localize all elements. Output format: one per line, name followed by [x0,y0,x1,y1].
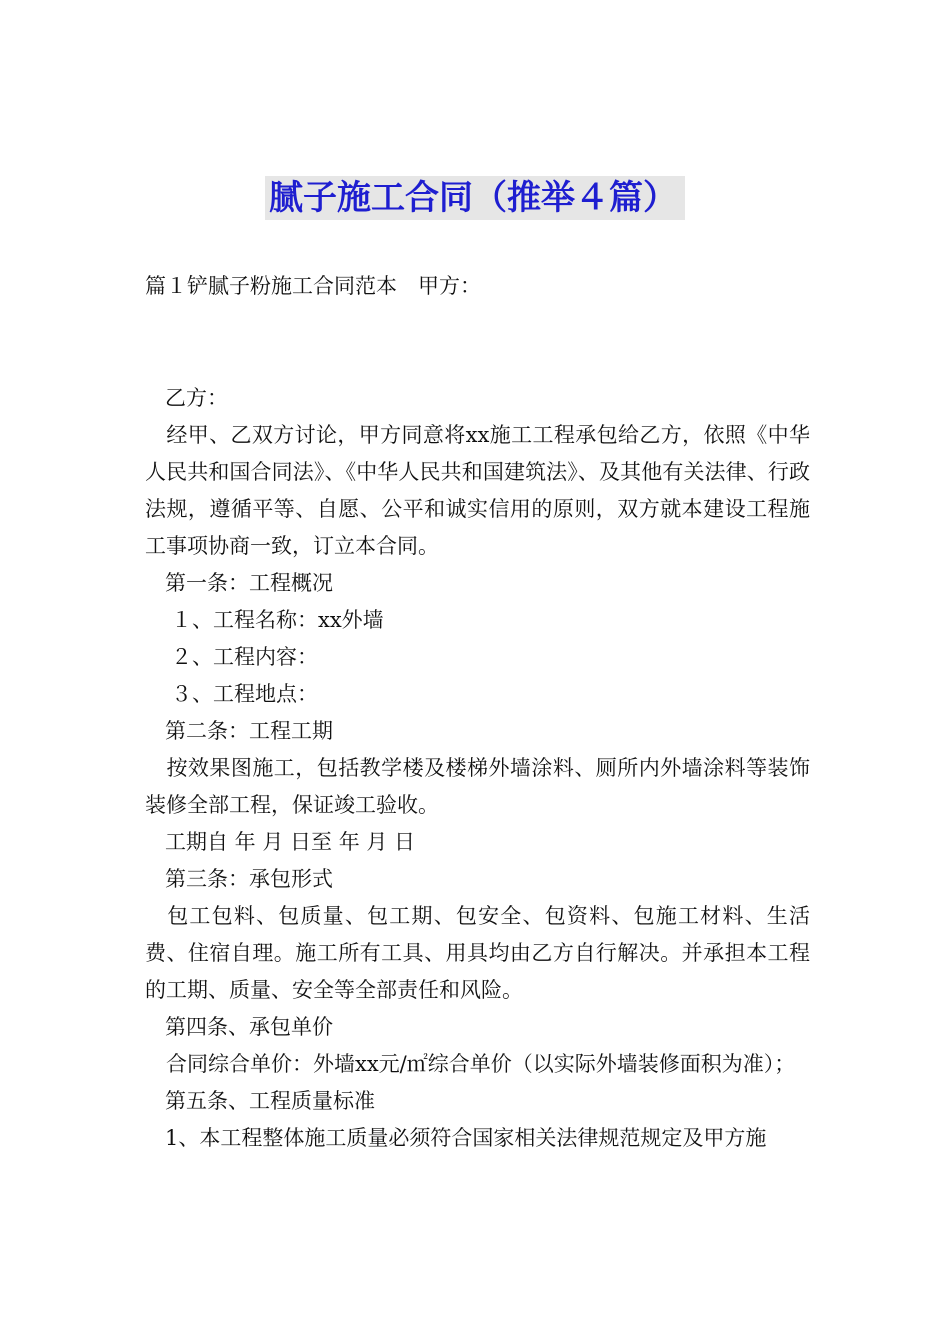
article-1-heading: 第一条：工程概况 [165,571,333,595]
unit-price-paragraph: 合同综合单价：外墙xx元/㎡综合单价（以实际外墙装修面积为准）； [145,1052,796,1076]
party-b-label: 乙方： [165,386,228,410]
schedule-paragraph: 按效果图施工，包括教学楼及楼梯外墙涂料、厕所内外墙涂料等装饰装修全部工程，保证竣工验收。 [145,756,810,817]
contract-body [145,380,810,1157]
quality-item-1: 1、本工程整体施工质量必须符合国家相关法律规范规定及甲方施 [165,1126,767,1150]
project-content-item: ２、工程内容： [171,645,318,669]
article-2-heading: 第二条：工程工期 [165,719,333,743]
duration-line: 工期自 年 月 日至 年 月 日 [165,830,416,854]
article-4-heading: 第四条、承包单价 [165,1015,333,1039]
contract-form-paragraph: 包工包料、包质量、包工期、包安全、包资料、包施工材料、生活费、住宿自理。施工所有工具、用具均由乙方自行解决。并承担本工程的工期、质量、安全等全部责任和风险。 [145,904,810,1002]
article-5-heading: 第五条、工程质量标准 [165,1089,375,1113]
intro-paragraph: 经甲、乙双方讨论，甲方同意将xx施工工程承包给乙方，依照《中华人民共和国合同法》、《中华人民共和国建筑法》、及其他有关法律、行政法规，遵循平等、自愿、公平和诚实信用的原则，双方就本建设工程施工事项协商一致，订立本合同。 [145,423,810,558]
project-name-item: １、工程名称：xx外墙 [171,608,384,632]
section-heading-line: 篇１铲腻子粉施工合同范本 甲方： [145,274,481,298]
document-title: 腻子施工合同（推举４篇） [265,176,685,220]
title-container [0,176,950,220]
project-location-item: ３、工程地点： [171,682,318,706]
article-3-heading: 第三条：承包形式 [165,867,333,891]
